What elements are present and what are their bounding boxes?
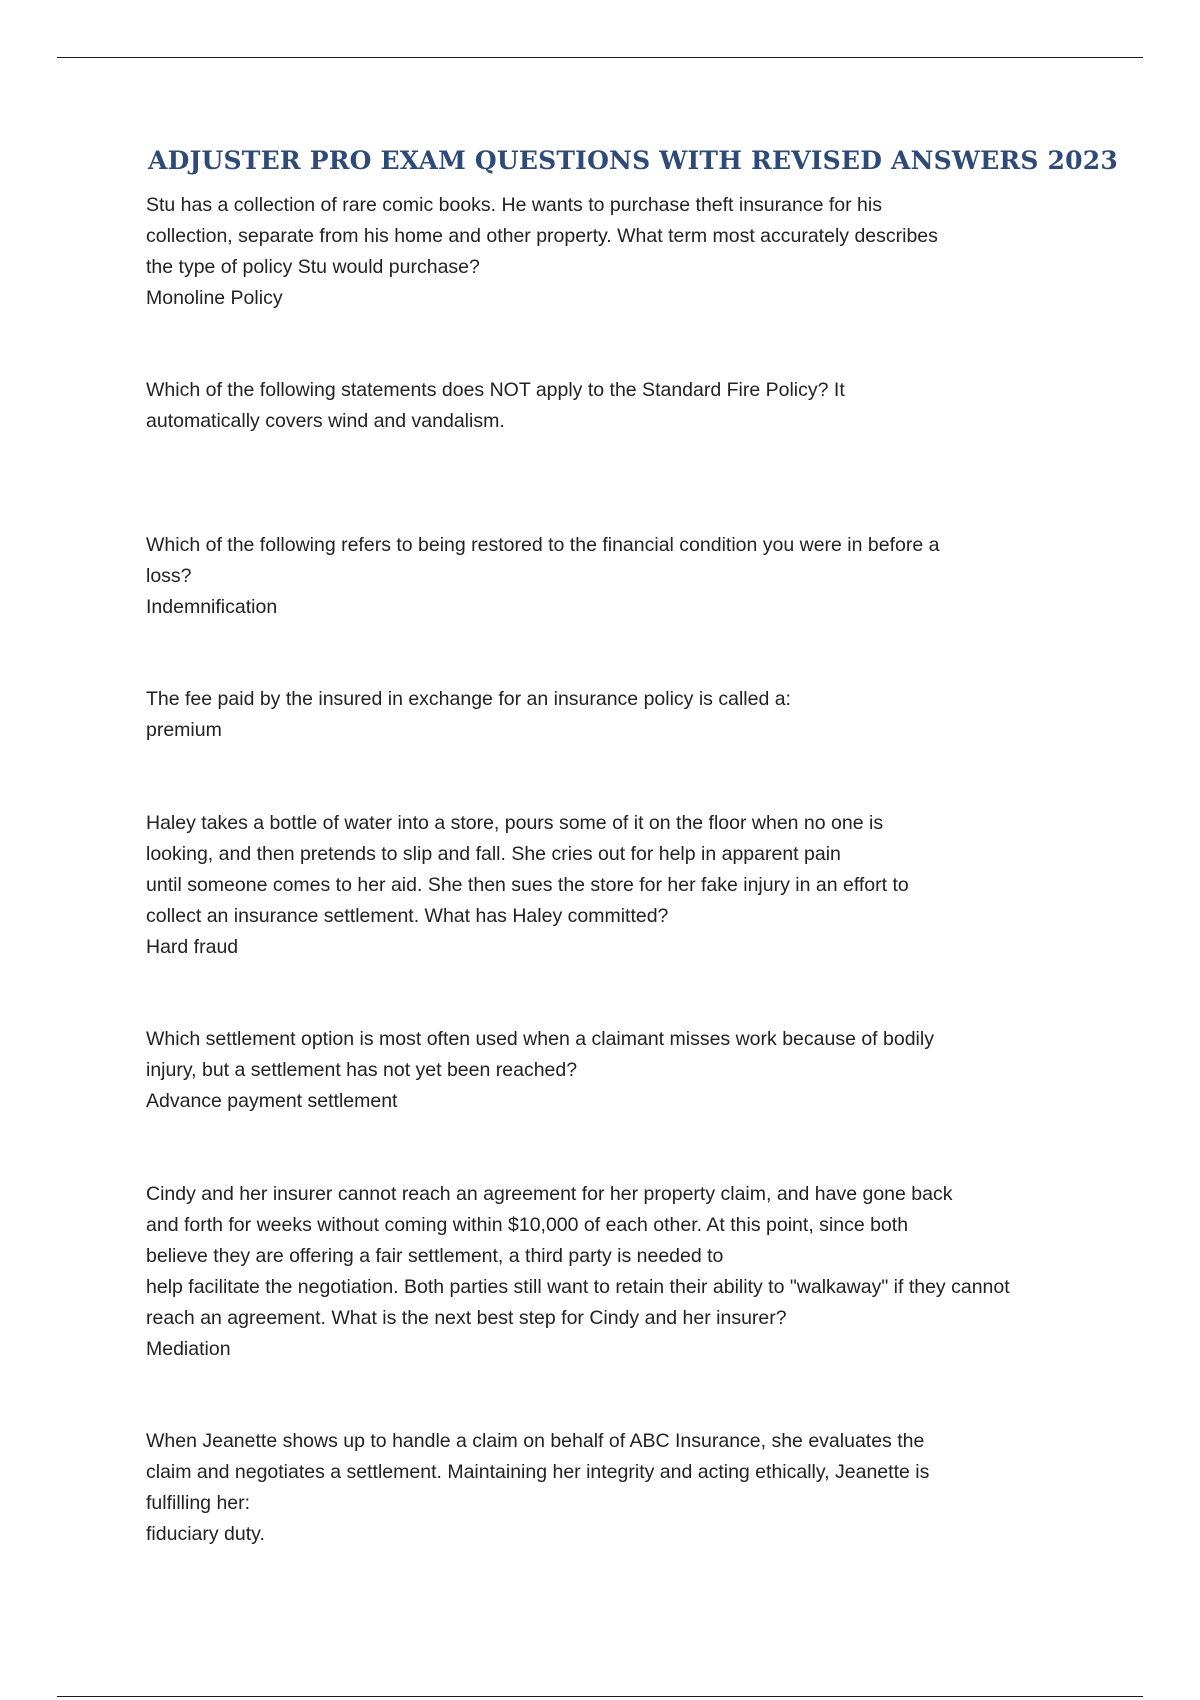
qa-block-2 bbox=[146, 375, 845, 437]
question-line: reach an agreement. What is the next best step for Cindy and her insurer? bbox=[146, 1307, 787, 1329]
question-line: Which of the following statements does NOT apply to the Standard Fire Policy? It bbox=[146, 379, 845, 401]
qa-block-6 bbox=[146, 1024, 934, 1117]
answer-line: fiduciary duty. bbox=[146, 1523, 265, 1545]
question-line: Haley takes a bottle of water into a store, pours some of it on the floor when no one is bbox=[146, 812, 884, 834]
answer-line: Hard fraud bbox=[146, 936, 239, 958]
question-line: and forth for weeks without coming within $10,000 of each other. At this point, since both bbox=[146, 1214, 909, 1236]
question-line: fulfilling her: bbox=[146, 1492, 251, 1514]
question-line: claim and negotiates a settlement. Maintaining her integrity and acting ethically, Jeanette is bbox=[146, 1461, 930, 1483]
question-line: until someone comes to her aid. She then sues the store for her fake injury in an effort to bbox=[146, 874, 909, 896]
qa-block-7 bbox=[146, 1179, 1010, 1365]
question-line: Cindy and her insurer cannot reach an agreement for her property claim, and have gone back bbox=[146, 1183, 953, 1205]
question-line: loss? bbox=[146, 565, 192, 587]
answer-line: automatically covers wind and vandalism. bbox=[146, 410, 505, 432]
answer-line: Monoline Policy bbox=[146, 287, 283, 309]
question-line: Which of the following refers to being restored to the financial condition you were in before a bbox=[146, 534, 940, 556]
question-line: collection, separate from his home and other property. What term most accurately describes bbox=[146, 225, 938, 247]
qa-block-3 bbox=[146, 530, 939, 623]
qa-block-1 bbox=[146, 190, 938, 314]
document-title: ADJUSTER PRO EXAM QUESTIONS WITH REVISED ANSWERS 2023 bbox=[148, 146, 1118, 175]
question-line: injury, but a settlement has not yet been reached? bbox=[146, 1059, 578, 1081]
answer-line: Advance payment settlement bbox=[146, 1090, 398, 1112]
question-line: Stu has a collection of rare comic books. He wants to purchase theft insurance for his bbox=[146, 194, 882, 216]
qa-block-8 bbox=[146, 1426, 929, 1550]
qa-block-5 bbox=[146, 808, 909, 963]
question-line: When Jeanette shows up to handle a claim on behalf of ABC Insurance, she evaluates the bbox=[146, 1430, 925, 1452]
question-line: Which settlement option is most often used when a claimant misses work because of bodily bbox=[146, 1028, 934, 1050]
qa-block-4 bbox=[146, 684, 791, 746]
answer-line: Mediation bbox=[146, 1338, 231, 1360]
question-line: The fee paid by the insured in exchange for an insurance policy is called a: bbox=[146, 688, 791, 710]
answer-line: premium bbox=[146, 719, 222, 741]
question-line: believe they are offering a fair settlement, a third party is needed to bbox=[146, 1245, 724, 1267]
question-line: help facilitate the negotiation. Both parties still want to retain their ability to "walkaway" if they cannot bbox=[146, 1276, 1010, 1298]
question-line: collect an insurance settlement. What has Haley committed? bbox=[146, 905, 669, 927]
answer-line: Indemnification bbox=[146, 596, 278, 618]
question-line: looking, and then pretends to slip and fall. She cries out for help in apparent pain bbox=[146, 843, 841, 865]
bottom-divider bbox=[57, 1696, 1143, 1697]
question-line: the type of policy Stu would purchase? bbox=[146, 256, 480, 278]
top-divider bbox=[57, 57, 1143, 58]
